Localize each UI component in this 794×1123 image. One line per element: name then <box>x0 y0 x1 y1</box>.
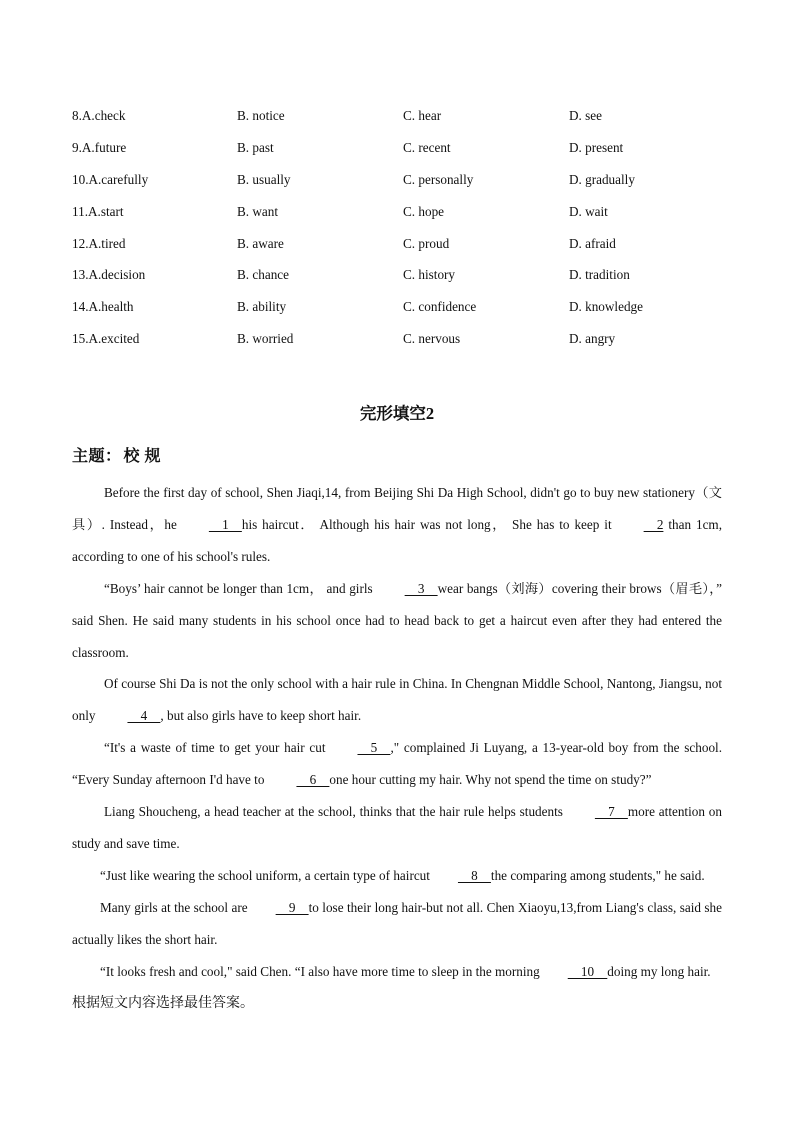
paragraph-text: his haircut． Although his hair was not long， She has to keep it <box>241 516 612 532</box>
paragraph-text: the comparing among students," he said. <box>490 867 705 883</box>
cloze-passage <box>72 477 722 1019</box>
option-c: C. confidence <box>403 299 477 315</box>
option-b: B. ability <box>237 299 287 315</box>
passage-paragraph-2 <box>72 573 722 669</box>
option-b: B. worried <box>237 331 294 347</box>
option-d: D. angry <box>569 331 616 347</box>
option-b: B. chance <box>237 267 289 283</box>
option-c: C. nervous <box>403 331 461 347</box>
paragraph-text: more attention on study and save time. <box>72 804 722 851</box>
paragraph-text: than 1cm, according to one of his school's rules. <box>72 516 722 564</box>
option-a: 8.A.check <box>72 107 126 123</box>
blank-5: 5 <box>357 740 391 756</box>
option-c: C. hear <box>403 107 442 123</box>
option-a: 9.A.future <box>72 139 127 155</box>
topic-label: 主题： <box>72 448 122 465</box>
option-b: B. past <box>237 139 274 155</box>
option-d: D. see <box>569 107 602 123</box>
paragraph-text: Before the first day of school, Shen Jiaqi,14, from Beijing Shi Da High School, didn't go to buy new stationery（文具）. Instead，he <box>72 485 722 532</box>
passage-paragraph-3 <box>72 668 722 732</box>
passage-paragraph-6 <box>72 860 722 892</box>
blank-7: 7 <box>594 804 628 820</box>
option-c: C. hope <box>403 203 445 219</box>
blank-9: 9 <box>275 899 309 915</box>
option-a: 13.A.decision <box>72 267 146 283</box>
option-a: 14.A.health <box>72 299 134 315</box>
paragraph-text: “It looks fresh and cool," said Chen. “I also have more time to sleep in the morning <box>100 963 540 979</box>
answer-options-table <box>72 100 732 355</box>
paragraph-text: one hour cutting my hair. Why not spend the time on study?” <box>329 772 652 788</box>
option-c: C. recent <box>403 139 451 155</box>
paragraph-text: doing my long hair. <box>607 963 711 979</box>
section-title: 完形填空2 <box>359 404 435 423</box>
blank-3: 3 <box>404 580 438 596</box>
option-d: D. gradually <box>569 171 635 187</box>
option-d: D. present <box>569 139 624 155</box>
options-row <box>72 228 732 260</box>
option-c: C. history <box>403 267 456 283</box>
topic-heading <box>72 443 161 466</box>
paragraph-text: wear bangs（刘海）covering their brows（眉毛），” said Shen. He said many students in his school once had to head back to get a haircut even after they had entered the classroom. <box>72 580 722 660</box>
option-d: D. wait <box>569 203 608 219</box>
option-a: 12.A.tired <box>72 235 126 251</box>
paragraph-text: , but also girls have to keep short hair. <box>160 708 362 724</box>
option-b: B. usually <box>237 171 291 187</box>
option-b: B. notice <box>237 107 285 123</box>
passage-paragraph-8 <box>72 956 722 988</box>
passage-paragraph-1 <box>72 477 722 573</box>
option-a: 15.A.excited <box>72 331 140 347</box>
paragraph-text: to lose their long hair-but not all. Chen Xiaoyu,13,from Liang's class, said she actually likes the short hair. <box>72 899 722 947</box>
options-row <box>72 100 732 132</box>
paragraph-text: “Boys’ hair cannot be longer than 1cm， and girls <box>104 580 373 596</box>
options-row <box>72 132 732 164</box>
option-a: 11.A.start <box>72 203 124 219</box>
option-c: C. proud <box>403 235 450 251</box>
option-b: B. want <box>237 203 279 219</box>
passage-paragraph-5 <box>72 796 722 860</box>
blank-2: 2 <box>643 516 664 532</box>
topic-value: 校 规 <box>123 448 162 465</box>
option-c: C. personally <box>403 171 474 187</box>
blank-8: 8 <box>457 867 491 883</box>
paragraph-text: “Just like wearing the school uniform, a certain type of haircut <box>100 867 430 883</box>
options-row <box>72 323 732 355</box>
blank-1: 1 <box>208 516 242 532</box>
blank-10: 10 <box>567 963 608 979</box>
paragraph-text: Many girls at the school are <box>100 899 248 915</box>
option-d: D. tradition <box>569 267 630 283</box>
options-row <box>72 291 732 323</box>
instruction-text: 根据短文内容选择最佳答案。 <box>72 995 254 1011</box>
paragraph-text: ," complained Ji Luyang, a 13-year-old boy from the school. “Every Sunday afternoon I'd have to <box>72 740 722 788</box>
blank-4: 4 <box>127 708 161 724</box>
options-row <box>72 259 732 291</box>
option-d: D. knowledge <box>569 299 643 315</box>
passage-paragraph-4 <box>72 732 722 796</box>
option-d: D. afraid <box>569 235 616 251</box>
options-row <box>72 164 732 196</box>
options-row <box>72 196 732 228</box>
paragraph-text: “It's a waste of time to get your hair cut <box>104 740 326 756</box>
passage-paragraph-7 <box>72 892 722 956</box>
blank-6: 6 <box>296 772 330 788</box>
option-a: 10.A.carefully <box>72 171 149 187</box>
paragraph-text: Of course Shi Da is not the only school with a hair rule in China. In Chengnan Middle School, Nantong, Jiangsu, not only <box>72 676 722 724</box>
paragraph-text: Liang Shoucheng, a head teacher at the school, thinks that the hair rule helps students <box>104 804 563 820</box>
option-b: B. aware <box>237 235 284 251</box>
